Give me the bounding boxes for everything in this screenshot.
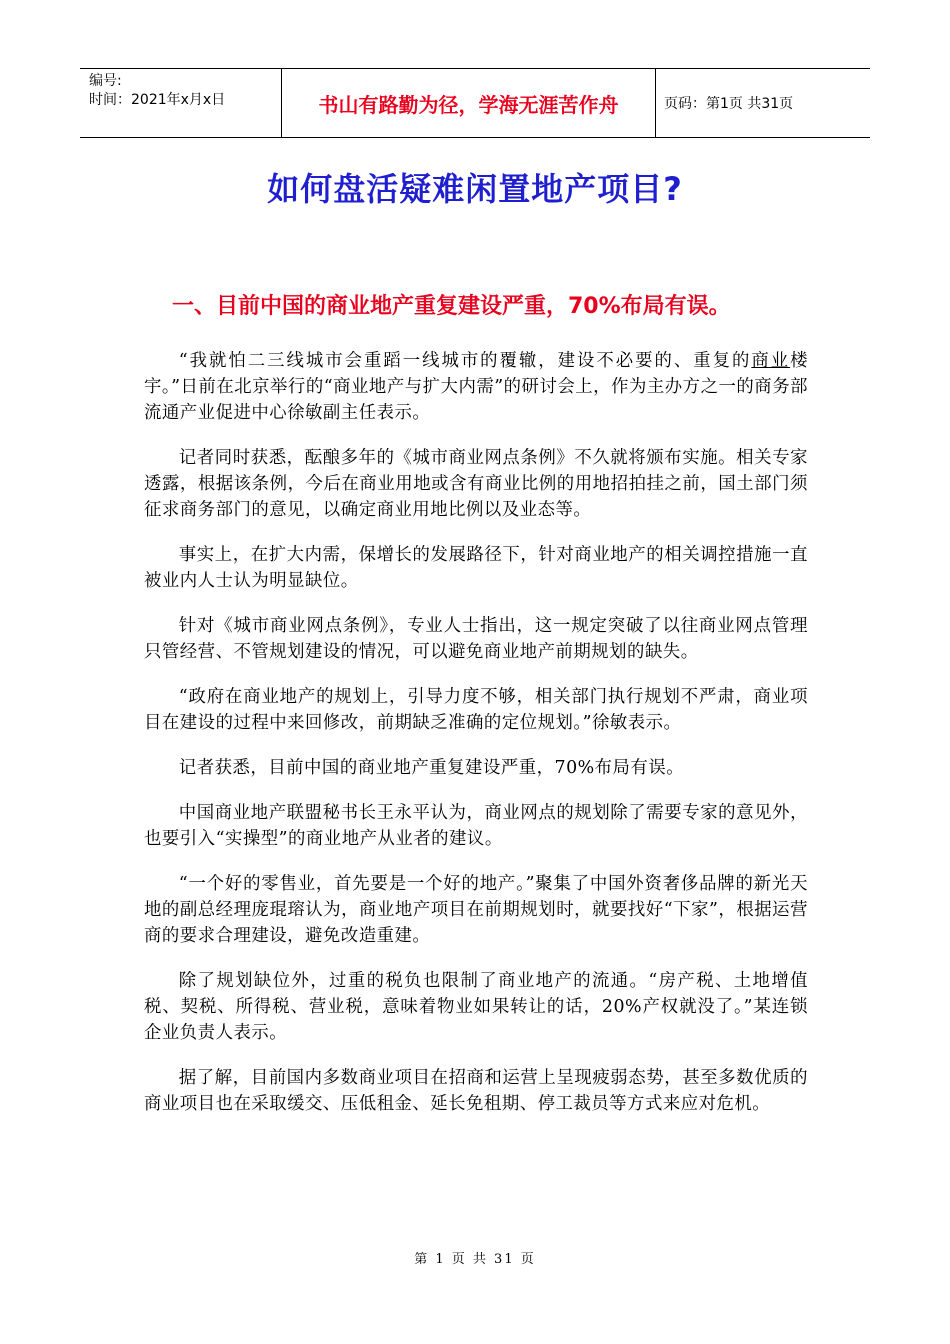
paragraph-8: “一个好的零售业，首先要是一个好的地产。”聚集了中国外资奢侈品牌的新光天地的副总经理庞琨瑢认为，商业地产项目在前期规划时，就要找好“下家”，根据运营商的要求合理建设，避免改造重建。 bbox=[144, 874, 808, 946]
section-heading: 一、目前中国的商业地产重复建设严重，70%布局有误。 bbox=[172, 294, 731, 319]
header-page-label: 页码：第1页 共31页 bbox=[664, 96, 794, 112]
header-info-cell bbox=[80, 69, 282, 137]
paragraph-6: 记者获悉，目前中国的商业地产重复建设严重，70%布局有误。 bbox=[178, 758, 685, 778]
paragraph-2: 记者同时获悉，酝酿多年的《城市商业网点条例》不久就将颁布实施。相关专家透露，根据该条例，今后在商业用地或含有商业比例的用地招拍挂之前，国土部门须征求商务部门的意见，以确定商业用地比例以及业态等。 bbox=[144, 448, 808, 520]
paragraph-10: 据了解，目前国内多数商业项目在招商和运营上呈现疲弱态势，甚至多数优质的商业项目也在采取缓交、压低租金、延长免租期、停工裁员等方式来应对危机。 bbox=[144, 1068, 808, 1114]
paragraph-4: 针对《城市商业网点条例》，专业人士指出，这一规定突破了以往商业网点管理只管经营、不管规划建设的情况，可以避免商业地产前期规划的缺失。 bbox=[144, 616, 808, 662]
body-text bbox=[144, 348, 808, 1136]
page-footer: 第 1 页 共 31 页 bbox=[414, 1252, 536, 1267]
header-motto: 书山有路勤为径，学海无涯苦作舟 bbox=[282, 69, 656, 137]
paragraph-9: 除了规划缺位外，过重的税负也限制了商业地产的流通。“房产税、土地增值税、契税、所得税、营业税，意味着物业如果转让的话，20%产权就没了。”某连锁企业负责人表示。 bbox=[144, 971, 808, 1043]
paragraph-5: “政府在商业地产的规划上，引导力度不够，相关部门执行规划不严肃，商业项目在建设的过程中来回修改，前期缺乏准确的定位规划。”徐敏表示。 bbox=[144, 687, 808, 733]
paragraph-3: 事实上，在扩大内需，保增长的发展路径下，针对商业地产的相关调控措施一直被业内人士认为明显缺位。 bbox=[144, 545, 808, 591]
document-title: 如何盘活疑难闲置地产项目? bbox=[267, 170, 683, 208]
paragraph-1-start: “我就怕二三线城市会重蹈一线城市的覆辙，建设不必要的、重复的 bbox=[178, 351, 752, 371]
paragraph-1 bbox=[144, 348, 808, 426]
document-header bbox=[80, 68, 870, 138]
commerce-link[interactable]: 商业 bbox=[751, 351, 791, 371]
time-label: 时间：2021年x月x日 bbox=[89, 92, 226, 108]
paragraph-1-end: 楼宇。”日前在北京举行的“商业地产与扩大内需”的研讨会上，作为主办方之一的商务部流通产业促进中心徐敏副主任表示。 bbox=[144, 351, 808, 423]
paragraph-7: 中国商业地产联盟秘书长王永平认为，商业网点的规划除了需要专家的意见外，也要引入“实操型”的商业地产从业者的建议。 bbox=[144, 803, 808, 849]
number-label: 编号: bbox=[89, 73, 122, 89]
